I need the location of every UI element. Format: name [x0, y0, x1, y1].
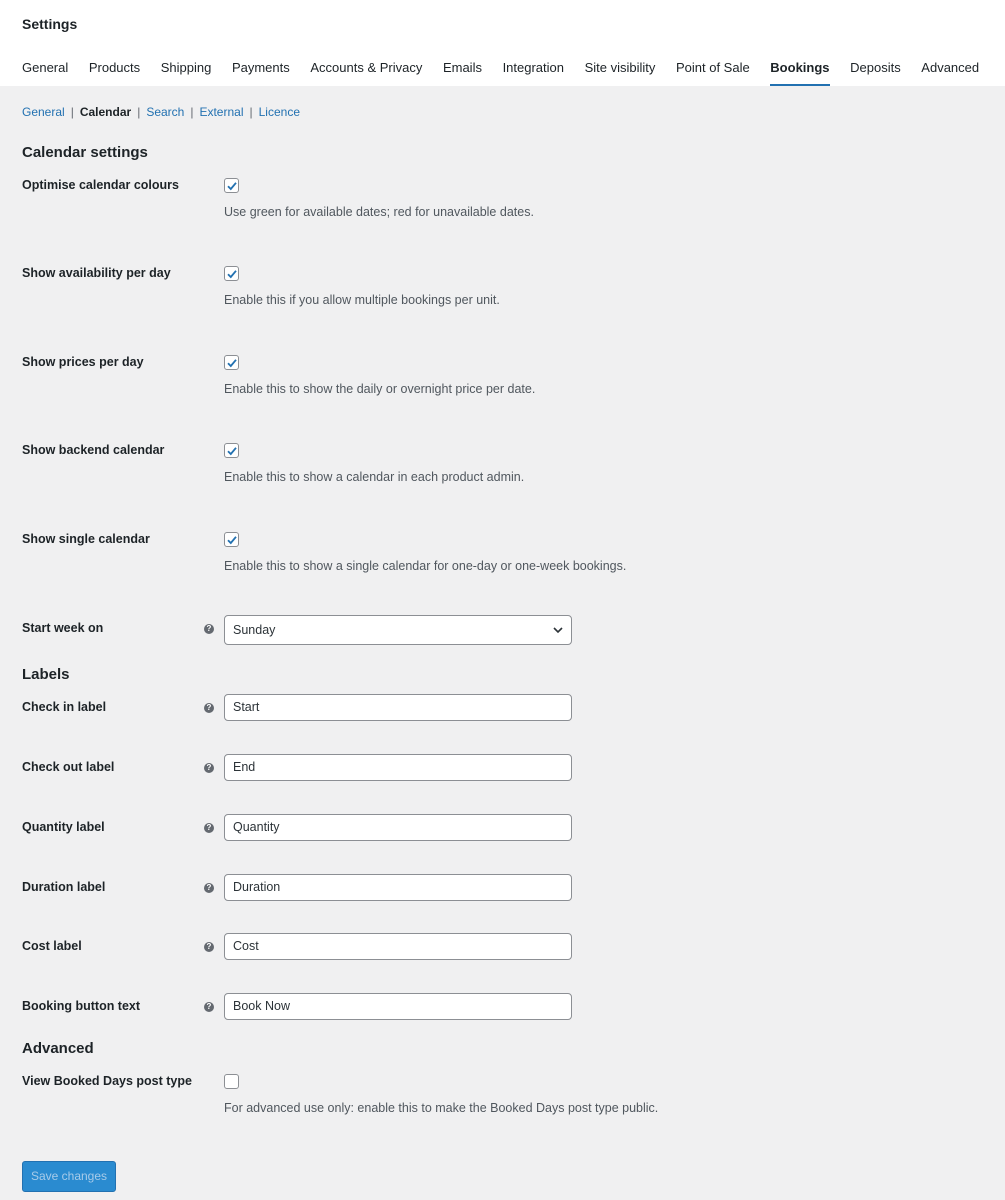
tab-advanced[interactable]: Advanced: [921, 60, 980, 75]
subnav-general[interactable]: General: [22, 105, 65, 119]
quantity-label: Quantity label: [22, 820, 105, 834]
cost-input[interactable]: Cost: [224, 933, 572, 960]
subnav-separator: |: [70, 105, 74, 119]
check-out-label: Check out label: [22, 760, 115, 774]
help-icon[interactable]: ?: [204, 823, 214, 833]
main-tabs: [22, 59, 1000, 86]
checkmark-icon: [226, 180, 238, 192]
subnav-separator: |: [137, 105, 141, 119]
save-changes-button[interactable]: Save changes: [22, 1161, 116, 1192]
page-title: Settings: [22, 16, 78, 32]
checkmark-icon: [226, 534, 238, 546]
optimise-colours-checkbox[interactable]: [224, 178, 239, 193]
availability-per-day-description: Enable this if you allow multiple bookings per unit.: [224, 293, 500, 307]
help-icon[interactable]: ?: [204, 942, 214, 952]
tab-integration[interactable]: Integration: [502, 60, 564, 75]
booked-days-description: For advanced use only: enable this to make the Booked Days post type public.: [224, 1101, 659, 1115]
help-icon[interactable]: ?: [204, 883, 214, 893]
booked-days-checkbox[interactable]: [224, 1074, 239, 1089]
subnav-separator: |: [249, 105, 253, 119]
cost-label: Cost label: [22, 939, 82, 953]
duration-input[interactable]: Duration: [224, 874, 572, 901]
duration-label: Duration label: [22, 880, 106, 894]
booking-button-input[interactable]: Book Now: [224, 993, 572, 1020]
prices-per-day-description: Enable this to show the daily or overnight price per date.: [224, 382, 536, 396]
header-bar: [0, 0, 1005, 86]
checkmark-icon: [226, 268, 238, 280]
tab-site-visibility[interactable]: Site visibility: [584, 60, 656, 75]
checkmark-icon: [226, 445, 238, 457]
help-icon[interactable]: ?: [204, 763, 214, 773]
subnav-external[interactable]: External: [199, 105, 244, 119]
checkmark-icon: [226, 357, 238, 369]
help-icon[interactable]: ?: [204, 1002, 214, 1012]
help-icon[interactable]: ?: [204, 624, 214, 634]
single-calendar-checkbox[interactable]: [224, 532, 239, 547]
start-week-select[interactable]: [224, 615, 572, 645]
tab-shipping[interactable]: Shipping: [160, 60, 212, 75]
single-calendar-description: Enable this to show a single calendar for one-day or one-week bookings.: [224, 559, 627, 573]
check-out-input[interactable]: End: [224, 754, 572, 781]
availability-per-day-label: Show availability per day: [22, 266, 171, 280]
chevron-down-icon: [552, 625, 564, 635]
tab-payments[interactable]: Payments: [231, 60, 290, 75]
sub-navigation: [22, 105, 300, 119]
check-in-label: Check in label: [22, 700, 107, 714]
labels-heading: Labels: [22, 666, 70, 683]
advanced-heading: Advanced: [22, 1040, 94, 1057]
subnav-licence[interactable]: Licence: [258, 105, 300, 119]
subnav-search[interactable]: Search: [146, 105, 185, 119]
check-in-input[interactable]: Start: [224, 694, 572, 721]
backend-calendar-checkbox[interactable]: [224, 443, 239, 458]
tab-general[interactable]: General: [22, 60, 69, 75]
quantity-input[interactable]: Quantity: [224, 814, 572, 841]
tab-point-of-sale[interactable]: Point of Sale: [675, 60, 750, 75]
booked-days-label: View Booked Days post type: [22, 1074, 192, 1088]
tab-emails[interactable]: Emails: [442, 60, 482, 75]
booking-button-label: Booking button text: [22, 999, 141, 1013]
prices-per-day-label: Show prices per day: [22, 355, 144, 369]
start-week-label: Start week on: [22, 621, 104, 635]
tab-deposits[interactable]: Deposits: [850, 60, 901, 75]
calendar-settings-heading: Calendar settings: [22, 144, 148, 161]
backend-calendar-label: Show backend calendar: [22, 443, 165, 457]
availability-per-day-checkbox[interactable]: [224, 266, 239, 281]
optimise-colours-label: Optimise calendar colours: [22, 178, 179, 192]
subnav-calendar[interactable]: Calendar: [79, 105, 132, 119]
help-icon[interactable]: ?: [204, 703, 214, 713]
optimise-colours-description: Use green for available dates; red for unavailable dates.: [224, 205, 534, 219]
tab-accounts-privacy[interactable]: Accounts & Privacy: [310, 60, 423, 75]
single-calendar-label: Show single calendar: [22, 532, 150, 546]
tab-bookings[interactable]: Bookings: [770, 59, 829, 86]
subnav-separator: |: [190, 105, 194, 119]
prices-per-day-checkbox[interactable]: [224, 355, 239, 370]
tab-products[interactable]: Products: [88, 60, 141, 75]
start-week-value: Sunday: [233, 623, 276, 637]
backend-calendar-description: Enable this to show a calendar in each product admin.: [224, 470, 525, 484]
